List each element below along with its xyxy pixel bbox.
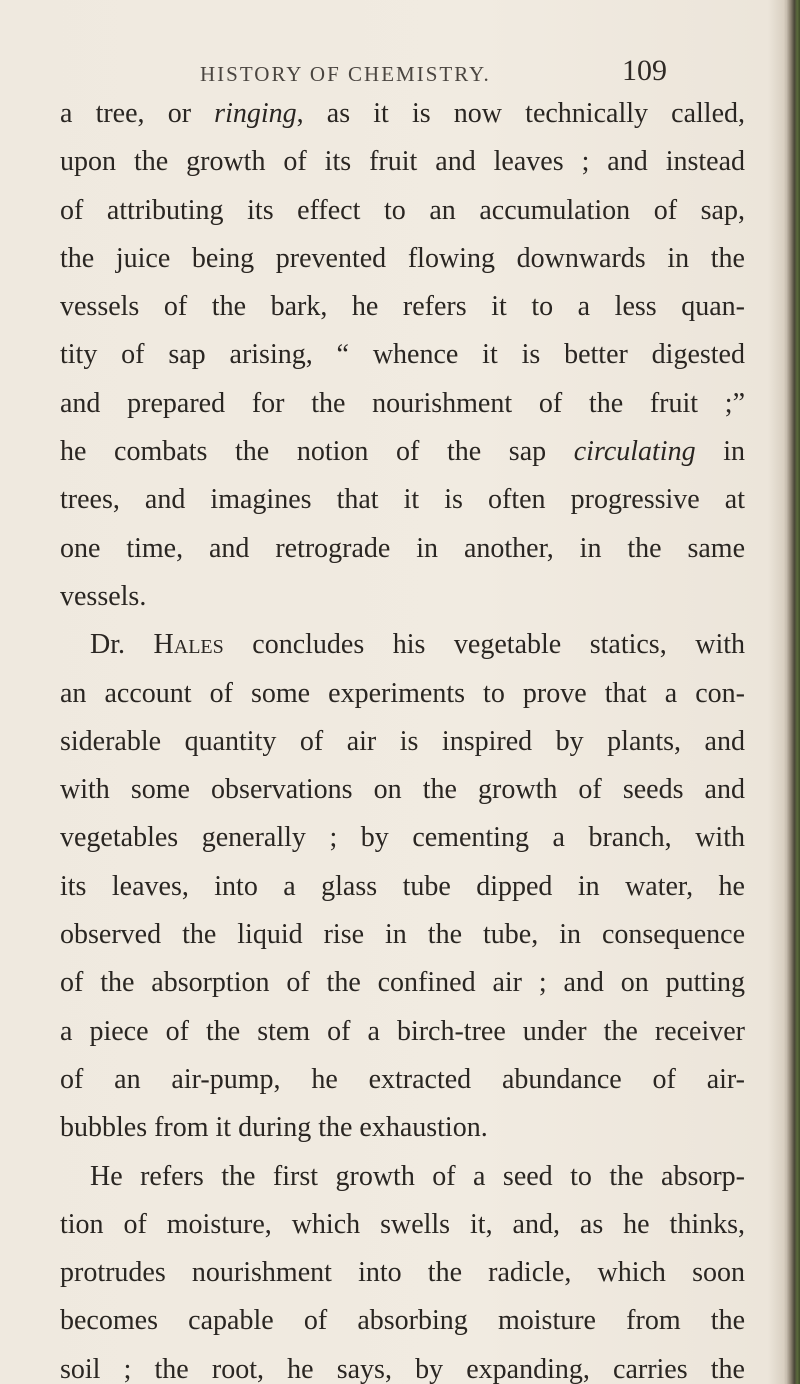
- text-line: and prepared for the nourishment of the fruit ;”: [60, 387, 745, 419]
- text-line: vegetables generally ; by cementing a branch, with: [60, 822, 745, 854]
- text-line: he combats the notion of the sap circulating in: [60, 436, 745, 468]
- text-line: of the absorption of the confined air ; and on putting: [60, 967, 745, 999]
- paragraph-end-line: bubbles from it during the exhaustion.: [60, 1112, 488, 1144]
- text-line: of attributing its effect to an accumulation of sap,: [60, 194, 745, 226]
- text-line: with some observations on the growth of seeds and: [60, 774, 745, 806]
- paragraph-start-line: Dr. Hales concludes his vegetable statics, with: [90, 629, 745, 661]
- paragraph-end-line: vessels.: [60, 580, 147, 612]
- text-line: tity of sap arising, “ whence it is better digested: [60, 339, 745, 371]
- text-line: one time, and retrograde in another, in the same: [60, 532, 745, 564]
- running-head: HISTORY OF CHEMISTRY.: [200, 62, 491, 86]
- text-line: of an air-pump, he extracted abundance of air-: [60, 1063, 745, 1095]
- text-line: soil ; the root, he says, by expanding, carries the: [60, 1353, 745, 1384]
- text-line: siderable quantity of air is inspired by plants, and: [60, 725, 745, 757]
- text-line: upon the growth of its fruit and leaves ; and instead: [60, 146, 745, 178]
- text-line: observed the liquid rise in the tube, in consequence: [60, 919, 745, 951]
- text-line: tion of moisture, which swells it, and, as he thinks,: [60, 1208, 745, 1240]
- text-line: the juice being prevented flowing downwards in the: [60, 242, 745, 274]
- text-line: a tree, or ringing, as it is now technically called,: [60, 98, 745, 129]
- text-line: trees, and imagines that it is often progressive at: [60, 484, 745, 516]
- page-edge-shadow: [786, 0, 800, 1384]
- text-line: protrudes nourishment into the radicle, which soon: [60, 1257, 745, 1289]
- text-line: its leaves, into a glass tube dipped in water, he: [60, 870, 745, 902]
- text-line: vessels of the bark, he refers it to a less quan-: [60, 291, 745, 323]
- paragraph-start-line: He refers the first growth of a seed to the absorp-: [90, 1160, 745, 1192]
- page-number: 109: [622, 54, 667, 87]
- body-text: [60, 90, 745, 1384]
- text-line: an account of some experiments to prove that a con-: [60, 677, 745, 709]
- text-line: a piece of the stem of a birch-tree under the receiver: [60, 1015, 745, 1047]
- text-line: becomes capable of absorbing moisture from the: [60, 1305, 745, 1337]
